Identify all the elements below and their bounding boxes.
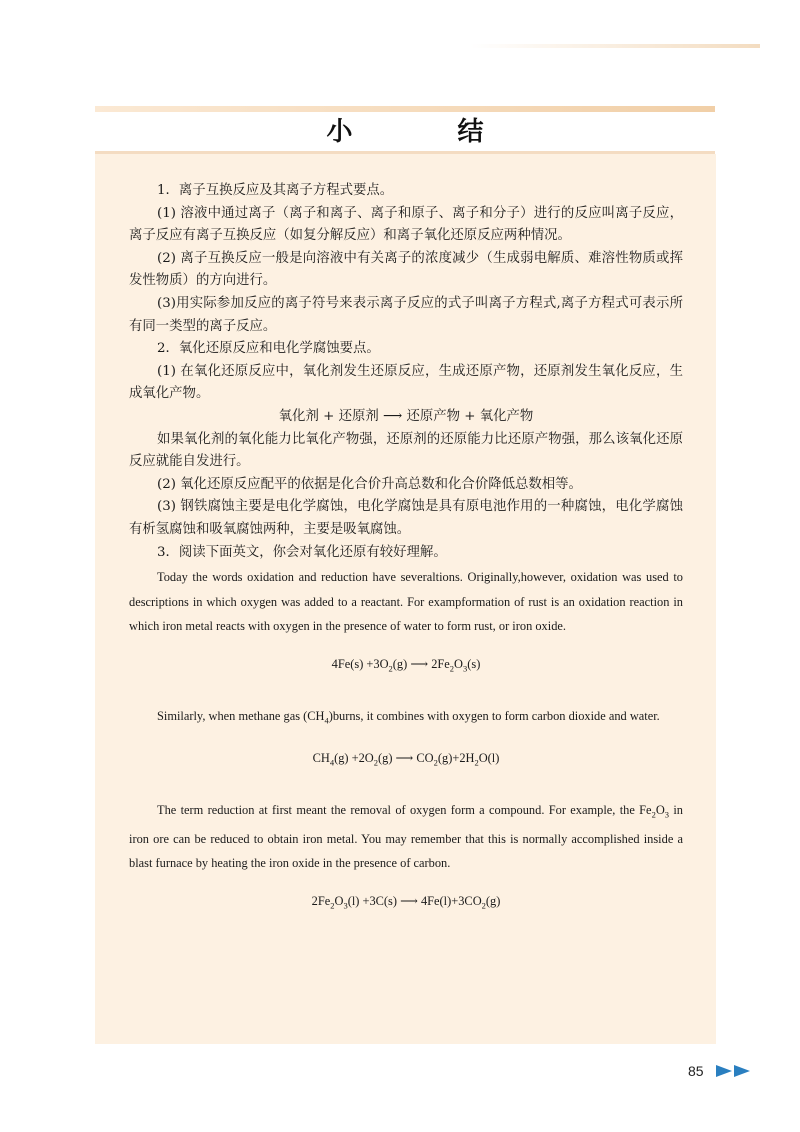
english-paragraph-1: Today the words oxidation and reduction have severaltions. Originally,however, oxidation was used to descriptions in which oxygen was added to a reactant. For exampformation of rust is an oxidation reaction in which iron metal reacts with oxygen in the presence of water to form rust, or iron oxide. [129,570,683,634]
point-2-heading: 2．氧化还原反应和电化学腐蚀要点。 [157,341,380,357]
point-2-item-3: (3) 钢铁腐蚀主要是电化学腐蚀，电化学腐蚀是具有原电池作用的一种腐蚀，电化学腐蚀有析氢腐蚀和吸氧腐蚀两种，主要是吸氧腐蚀。 [129,499,683,537]
point-2-item-1-note: 如果氧化剂的氧化能力比氧化产物强，还原剂的还原能力比还原产物强，那么该氧化还原反应就能自发进行。 [129,431,683,470]
summary-content [129,180,683,917]
point-1-heading: 1．离子互换反应及其离子方程式要点。 [157,183,394,198]
equation-blast-furnace: $2Fe_2O_3(l) +3C(s)$ ⟶ $4Fe(l)+3CO_2(g)$ [311,893,501,911]
english-paragraph-2: Similarly, when methane gas $(CH_4)burns$, it combines with oxygen to form carbon dioxide and water. [157,708,660,726]
point-1-item-2: (2) 离子互换反应一般是向溶液中有关离子的浓度减少（生成弱电解质、难溶性物质或挥发性物质）的方向进行。 [129,250,683,289]
equation-rust: $4Fe(s) +3O_2(g)$ ⟶ $2Fe_2O_3(s)$ [331,656,481,674]
redox-formula: 氧化剂 + 还原剂 ⟶ 还原产物 + 氧化产物 [278,408,534,424]
header-decoration [470,44,760,48]
point-1-item-1: (1) 溶液中通过离子（离子和离子、离子和原子、离子和分子）进行的反应叫离子反应，离子反应有离子互换反应（如复分解反应）和离子氧化还原反应两种情况。 [129,205,683,244]
title-bar-top [95,106,715,112]
point-2-item-1: (1) 在氧化还原反应中，氧化剂发生还原反应，生成还原产物，还原剂发生氧化反应，生成氧化产物。 [129,363,683,402]
point-3-heading: 3．阅读下面英文，你会对氧化还原有较好理解。 [157,544,447,560]
next-arrows-icon [716,1065,752,1077]
section-title: 小 结 [326,117,532,147]
page-number: 85 [688,1063,704,1079]
point-1-item-3: (3)用实际参加反应的离子符号来表示离子反应的式子叫离子方程式,离子方程式可表示所有同一类型的离子反应。 [129,295,683,334]
point-2-item-2: (2) 氧化还原反应配平的依据是化合价升高总数和化合价降低总数相等。 [157,476,582,492]
english-paragraph-3: The term reduction at first meant the removal of oxygen form a compound. For example, the $Fe_2O_3$ in iron ore can be reduced to obtain iron metal. You may remember that this is normally accomplished inside a blast furnace by heating the iron oxide in the presence of carbon. [129,802,683,871]
equation-methane: $CH_4(g) +2O_2(g)$ ⟶ $CO_2(g)+2H_2O(l)$ [312,750,500,768]
